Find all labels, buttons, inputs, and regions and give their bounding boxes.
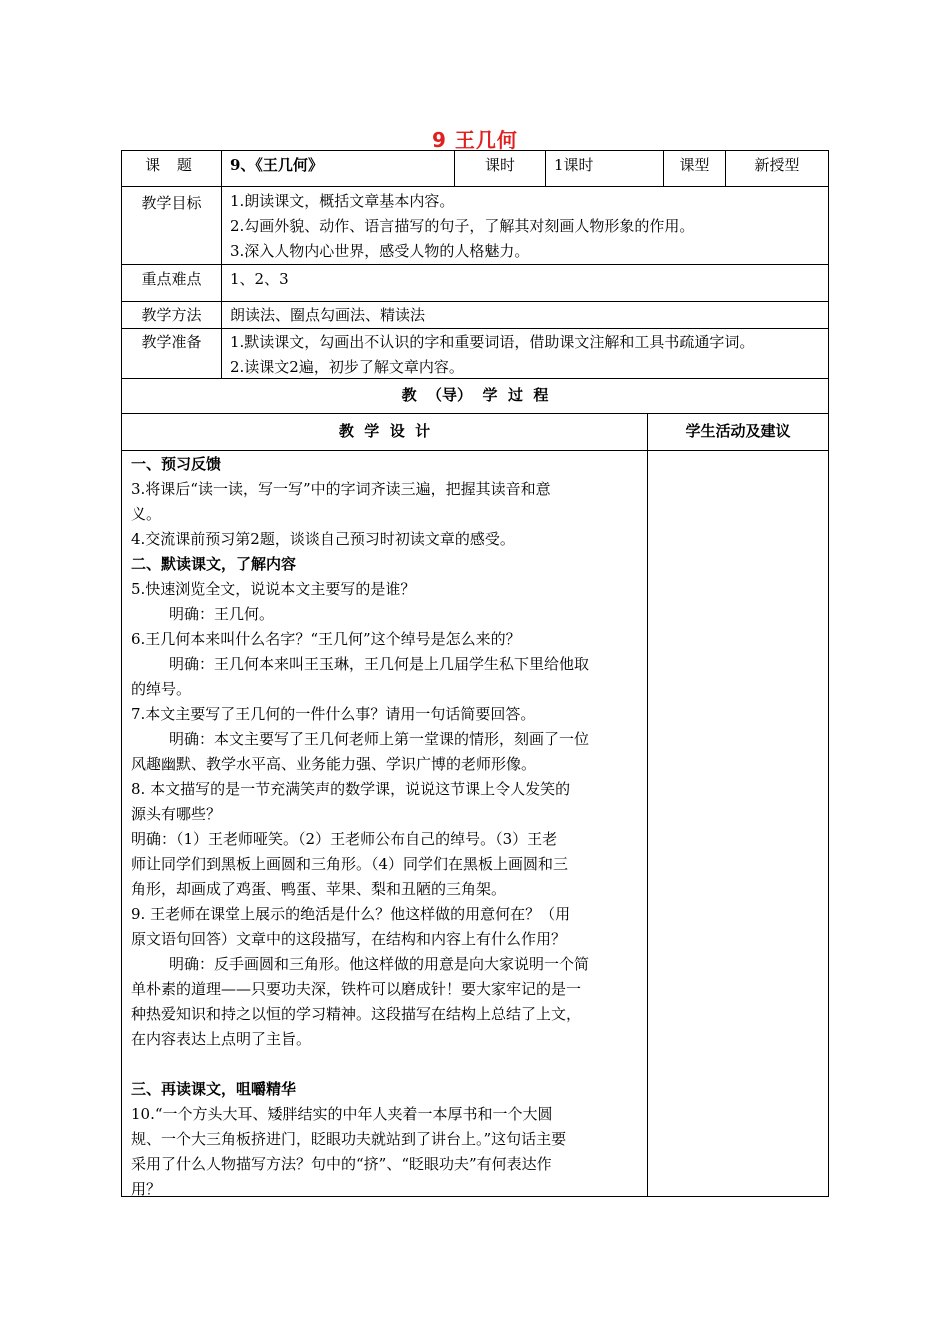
design-content-cell [121,450,648,1197]
type-value: 新授型 [754,156,800,174]
content-line: 明确：（1）王老师哑笑。（2）王老师公布自己的绰号。（3）王老 [131,830,558,848]
content-line: 风趣幽默、教学水平高、业务能力强、学识广博的老师形像。 [131,755,537,773]
objectives-value-cell [221,186,829,265]
objective-line: 2.勾画外貌、动作、语言描写的句子，了解其对刻画人物形象的作用。 [230,217,695,235]
topic-label: 课 题 [145,156,198,174]
content-line: 10.“一个方头大耳、矮胖结实的中年人夹着一本厚书和一个大圆 [131,1105,553,1123]
content-line: 4.交流课前预习第2题，谈谈自己预习时初读文章的感受。 [131,530,515,548]
objective-line: 1.朗读课文，概括文章基本内容。 [230,192,455,210]
content-line: 原文语句回答）文章中的这段描写，在结构和内容上有什么作用？ [131,930,567,948]
answer-line: 明确：本文主要写了王几何老师上第一堂课的情形，刻画了一位 [169,730,590,748]
topic-label-cell [121,150,222,187]
key-points-label: 重点难点 [141,270,202,288]
hours-value-cell [545,150,664,187]
answer-line: 明确：王几何本来叫王玉琳，王几何是上几届学生私下里给他取 [169,655,590,673]
content-line: 8. 本文描写的是一节充满笑声的数学课，说说这节课上令人发笑的 [131,780,571,798]
design-header: 教 学 设 计 [338,422,431,440]
student-header: 学生活动及建议 [685,422,791,440]
content-line: 的绰号。 [131,680,192,698]
section-heading: 三、再读课文，咀嚼精华 [131,1080,297,1098]
content-line: 种热爱知识和持之以恒的学习精神。这段描写在结构上总结了上文， [131,1005,582,1023]
preparation-label: 教学准备 [141,333,202,351]
preparation-line: 2.读课文2遍，初步了解文章内容。 [230,358,464,376]
preparation-value-cell [221,328,829,379]
content-line: 规、一个大三角板挤进门，眨眼功夫就站到了讲台上。”这句话主要 [131,1130,567,1148]
design-header-cell [121,413,648,451]
objectives-label-cell [121,186,222,265]
hours-label-cell [454,150,546,187]
content-line: 用？ [131,1180,162,1198]
key-points-value-cell [221,264,829,302]
preparation-line: 1.默读课文，勾画出不认识的字和重要词语，借助课文注解和工具书疏通字词。 [230,333,755,351]
document-title: 9 王几何 [432,128,518,152]
section-heading: 一、预习反馈 [131,455,222,473]
methods-value: 朗读法、圈点勾画法、精读法 [230,306,426,324]
objective-line: 3.深入人物内心世界，感受人物的人格魅力。 [230,242,530,260]
type-label: 课型 [679,156,710,174]
content-line: 6.王几何本来叫什么名字？“王几何”这个绰号是怎么来的？ [131,630,521,648]
preparation-label-cell [121,328,222,379]
student-header-cell [647,413,829,451]
process-header-cell [121,378,829,414]
key-points-label-cell [121,264,222,302]
type-label-cell [663,150,726,187]
answer-line: 明确：反手画圆和三角形。他这样做的用意是向大家说明一个简 [169,955,590,973]
answer-line: 明确：王几何。 [169,605,275,623]
blank-line [131,1052,647,1077]
design-content [131,452,647,1202]
topic-value-cell [221,150,455,187]
content-line: 在内容表达上点明了主旨。 [131,1030,312,1048]
content-line: 7.本文主要写了王几何的一件什么事？请用一句话简要回答。 [131,705,536,723]
methods-label-cell [121,301,222,329]
hours-label: 课时 [484,156,515,174]
methods-value-cell [221,301,829,329]
content-line: 9. 王老师在课堂上展示的绝活是什么？他这样做的用意何在？（用 [131,905,571,923]
content-line: 3.将课后“读一读，写一写”中的字词齐读三遍，把握其读音和意 [131,480,551,498]
content-line: 师让同学们到黑板上画圆和三角形。（4）同学们在黑板上画圆和三 [131,855,569,873]
objectives-label: 教学目标 [141,194,202,212]
student-content-cell [647,450,829,1197]
topic-value: 9、《王几何》 [230,156,323,174]
content-line: 义。 [131,505,162,523]
content-line: 角形，却画成了鸡蛋、鸭蛋、苹果、梨和丑陋的三角架。 [131,880,507,898]
content-line: 采用了什么人物描写方法？句中的“挤”、“眨眼功夫”有何表达作 [131,1155,552,1173]
process-header: 教 （导） 学 过 程 [401,386,549,404]
section-heading: 二、默读课文，了解内容 [131,555,297,573]
content-line: 单朴素的道理——只要功夫深，铁杵可以磨成针！要大家牢记的是一 [131,980,582,998]
key-points-value: 1、2、3 [230,270,289,288]
content-line: 源头有哪些？ [131,805,222,823]
content-line: 5.快速浏览全文，说说本文主要写的是谁？ [131,580,416,598]
hours-value: 1课时 [554,156,594,174]
methods-label: 教学方法 [141,306,202,324]
type-value-cell [725,150,829,187]
